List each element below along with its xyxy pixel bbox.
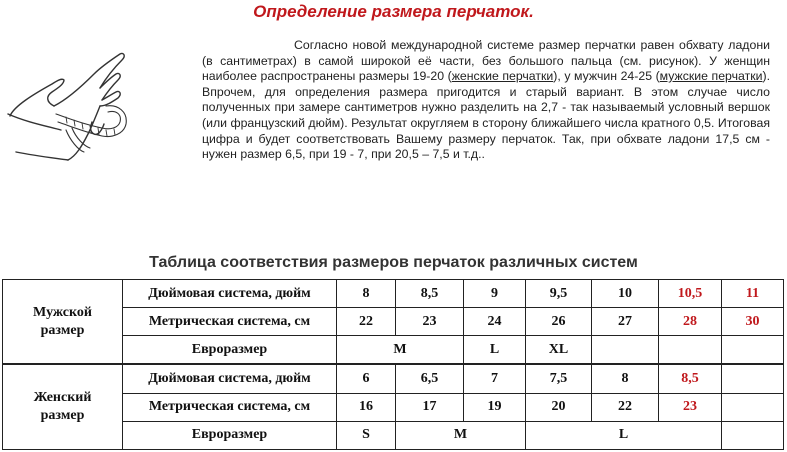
women-euro-label: Евроразмер: [123, 421, 337, 449]
men-euro-cell: M: [337, 336, 464, 365]
description-text-1: Согласно новой международной системе размер перчатки равен обхвату ладони (в сантиметрах) в самой широкой её части, без большого пальца (см. рисунок). У женщин наиболее распространены размеры 19-20 (: [202, 38, 770, 84]
men-euro-cell: L: [464, 336, 526, 365]
women-inch-cell: 7,5: [526, 364, 592, 393]
men-size-label: [3, 280, 123, 365]
men-euro-cell: XL: [526, 336, 592, 365]
empty-cell: [722, 421, 784, 449]
women-metric-cell: 19: [464, 393, 526, 421]
women-metric-label: Метрическая система, см: [123, 393, 337, 421]
men-inch-cell: 8: [337, 280, 396, 308]
women-metric-cell: 17: [396, 393, 464, 421]
men-metric-cell: 28: [659, 308, 722, 336]
men-metric-cell: 23: [396, 308, 464, 336]
men-metric-cell: 24: [464, 308, 526, 336]
empty-cell: [722, 393, 784, 421]
men-metric-cell: 30: [722, 308, 784, 336]
women-label-line2: размер: [40, 408, 85, 424]
men-inch-cell: 9,5: [526, 280, 592, 308]
women-inch-cell: 8,5: [659, 364, 722, 393]
men-metric-cell: 22: [337, 308, 396, 336]
women-euro-cell: L: [526, 421, 722, 449]
men-euro-label: Евроразмер: [123, 336, 337, 365]
empty-cell: [722, 364, 784, 393]
empty-cell: [592, 336, 659, 365]
women-label-line1: Женский: [33, 390, 92, 406]
men-inch-cell: 11: [722, 280, 784, 308]
men-inch-cell: 10: [592, 280, 659, 308]
hand-measure-icon: [6, 44, 146, 184]
description-text-3: ). Впрочем, для определения размера пригодится и старый вариант. В этом случае число полученных при замере сантиметров нужно разделить на 2,7 - так называемый условный вершок (или французский дюйм). Результат округляем в сторону ближайшего числа кратного 0,5. Итоговая цифра и будет соответствовать Вашему размеру перчаток. Так, при обхвате ладони 17,5 см - нужен размер 6,5, при 19 - 7, при 20,5 – 7,5 и т.д..: [202, 69, 770, 162]
women-metric-cell: 20: [526, 393, 592, 421]
size-description: [202, 38, 770, 163]
women-euro-cell: S: [337, 421, 396, 449]
empty-cell: [722, 336, 784, 365]
description-text-2: ), у мужчин 24-25 (: [553, 69, 660, 84]
men-metric-cell: 27: [592, 308, 659, 336]
women-inch-cell: 6: [337, 364, 396, 393]
mens-gloves-link[interactable]: мужские перчатки: [659, 69, 763, 84]
women-inch-cell: 7: [464, 364, 526, 393]
men-inch-cell: 8,5: [396, 280, 464, 308]
page-title: Определение размера перчаток.: [253, 2, 534, 21]
women-inch-label: Дюймовая система, дюйм: [123, 364, 337, 393]
table-row: [3, 364, 784, 393]
women-metric-cell: 23: [659, 393, 722, 421]
women-inch-cell: 6,5: [396, 364, 464, 393]
empty-cell: [659, 336, 722, 365]
size-table: [2, 279, 784, 450]
table-row: [3, 280, 784, 308]
men-metric-label: Метрическая система, см: [123, 308, 337, 336]
men-label-line1: Мужской: [33, 304, 92, 320]
men-metric-cell: 26: [526, 308, 592, 336]
women-euro-cell: M: [396, 421, 526, 449]
men-inch-label: Дюймовая система, дюйм: [123, 280, 337, 308]
men-inch-cell: 10,5: [659, 280, 722, 308]
womens-gloves-link[interactable]: женские перчатки: [451, 69, 554, 84]
men-label-line2: размер: [40, 322, 85, 338]
women-metric-cell: 16: [337, 393, 396, 421]
men-inch-cell: 9: [464, 280, 526, 308]
table-title: Таблица соответствия размеров перчаток различных систем: [149, 254, 638, 271]
women-metric-cell: 22: [592, 393, 659, 421]
women-inch-cell: 8: [592, 364, 659, 393]
women-size-label: [3, 364, 123, 449]
